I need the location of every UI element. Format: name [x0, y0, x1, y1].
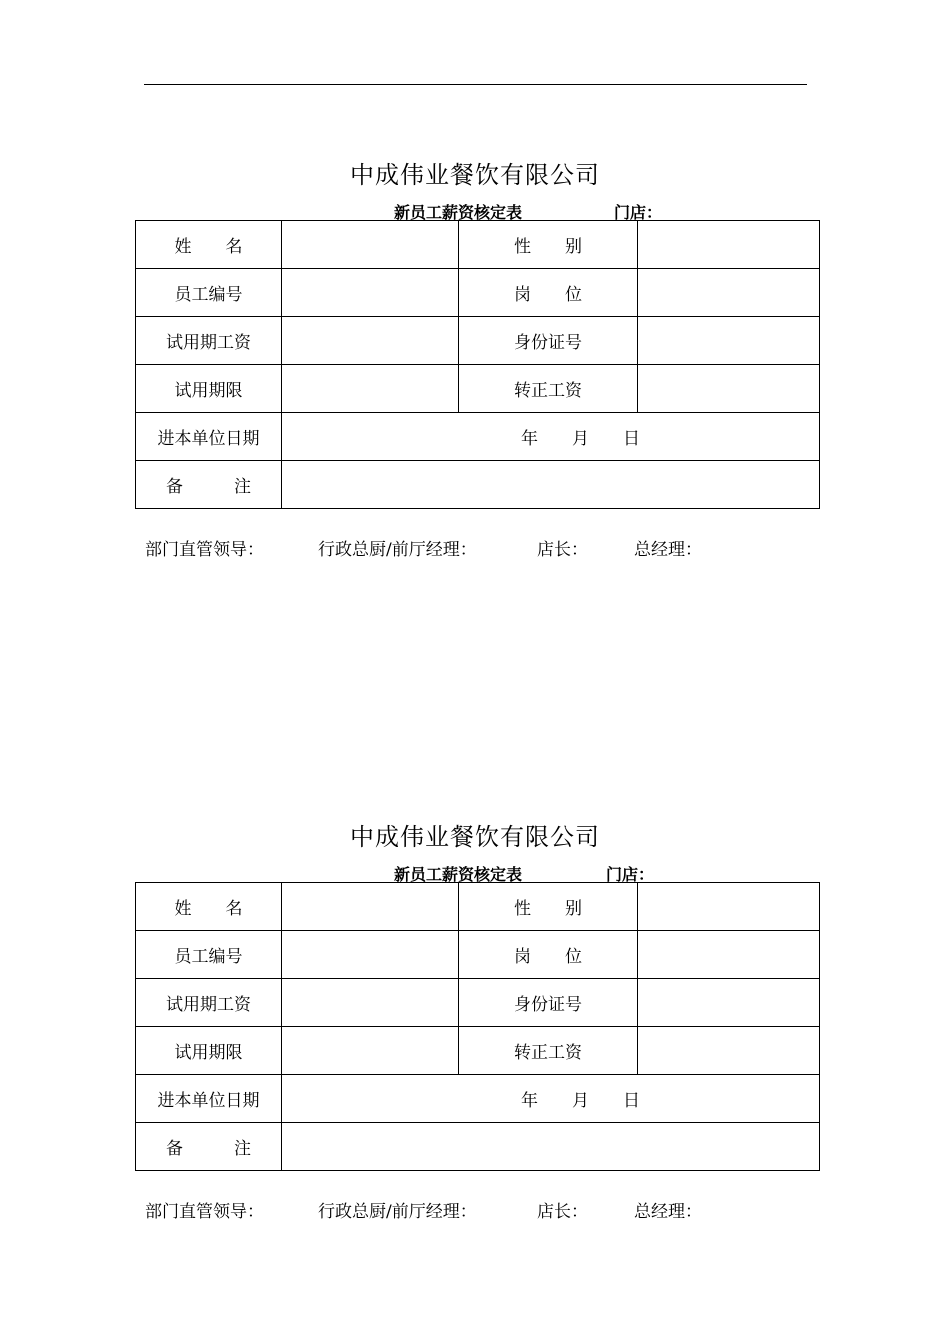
chef-manager-signature: 行政总厨/前厅经理： — [318, 1202, 477, 1222]
store-manager-signature: 店长： — [537, 1202, 588, 1222]
table-row — [136, 365, 820, 413]
join-date-field[interactable]: 年 月 日 — [282, 1075, 820, 1123]
id-number-label: 身份证号 — [459, 317, 638, 365]
table-row — [136, 413, 820, 461]
regular-salary-label: 转正工资 — [459, 1027, 638, 1075]
join-date-field[interactable]: 年 月 日 — [282, 413, 820, 461]
position-label: 岗 位 — [459, 269, 638, 317]
table-row — [136, 1075, 820, 1123]
probation-period-field[interactable] — [282, 365, 459, 413]
probation-salary-field[interactable] — [282, 979, 459, 1027]
salary-table — [135, 220, 820, 509]
employee-id-label: 员工编号 — [136, 269, 282, 317]
company-name: 中成伟业餐饮有限公司 — [350, 823, 600, 851]
table-row — [136, 979, 820, 1027]
store-manager-signature: 店长： — [537, 540, 588, 560]
table-row — [136, 1027, 820, 1075]
table-row — [136, 221, 820, 269]
probation-salary-label: 试用期工资 — [136, 979, 282, 1027]
table-row — [136, 317, 820, 365]
name-label: 姓 名 — [136, 221, 282, 269]
id-number-field[interactable] — [638, 979, 820, 1027]
signature-line — [0, 535, 950, 559]
table-row — [136, 931, 820, 979]
position-label: 岗 位 — [459, 931, 638, 979]
name-field[interactable] — [282, 883, 459, 931]
gender-field[interactable] — [638, 221, 820, 269]
form-subtitle: 新员工薪资核定表 — [394, 865, 523, 884]
salary-form-2 — [0, 817, 950, 1237]
regular-salary-field[interactable] — [638, 365, 820, 413]
dept-leader-signature: 部门直管领导： — [145, 540, 264, 560]
form-subtitle: 新员工薪资核定表 — [394, 203, 523, 222]
probation-period-field[interactable] — [282, 1027, 459, 1075]
signature-line — [0, 1197, 950, 1221]
employee-id-field[interactable] — [282, 269, 459, 317]
employee-id-field[interactable] — [282, 931, 459, 979]
table-row — [136, 883, 820, 931]
remarks-label: 备 注 — [136, 461, 282, 509]
regular-salary-label: 转正工资 — [459, 365, 638, 413]
name-field[interactable] — [282, 221, 459, 269]
id-number-field[interactable] — [638, 317, 820, 365]
gender-label: 性 别 — [459, 883, 638, 931]
remarks-field[interactable] — [282, 461, 820, 509]
probation-period-label: 试用期限 — [136, 1027, 282, 1075]
position-field[interactable] — [638, 269, 820, 317]
probation-salary-label: 试用期工资 — [136, 317, 282, 365]
remarks-field[interactable] — [282, 1123, 820, 1171]
name-label: 姓 名 — [136, 883, 282, 931]
gender-field[interactable] — [638, 883, 820, 931]
salary-table — [135, 882, 820, 1171]
gender-label: 性 别 — [459, 221, 638, 269]
chef-manager-signature: 行政总厨/前厅经理： — [318, 540, 477, 560]
table-row — [136, 1123, 820, 1171]
store-label: 门店： — [606, 865, 655, 884]
table-row — [136, 461, 820, 509]
general-manager-signature: 总经理： — [634, 1202, 702, 1222]
position-field[interactable] — [638, 931, 820, 979]
id-number-label: 身份证号 — [459, 979, 638, 1027]
salary-form-1 — [0, 155, 950, 575]
dept-leader-signature: 部门直管领导： — [145, 1202, 264, 1222]
regular-salary-field[interactable] — [638, 1027, 820, 1075]
header-rule — [144, 84, 807, 85]
company-name: 中成伟业餐饮有限公司 — [350, 161, 600, 189]
join-date-label: 进本单位日期 — [136, 413, 282, 461]
employee-id-label: 员工编号 — [136, 931, 282, 979]
store-label: 门店： — [614, 203, 663, 222]
general-manager-signature: 总经理： — [634, 540, 702, 560]
join-date-label: 进本单位日期 — [136, 1075, 282, 1123]
table-row — [136, 269, 820, 317]
probation-period-label: 试用期限 — [136, 365, 282, 413]
probation-salary-field[interactable] — [282, 317, 459, 365]
remarks-label: 备 注 — [136, 1123, 282, 1171]
